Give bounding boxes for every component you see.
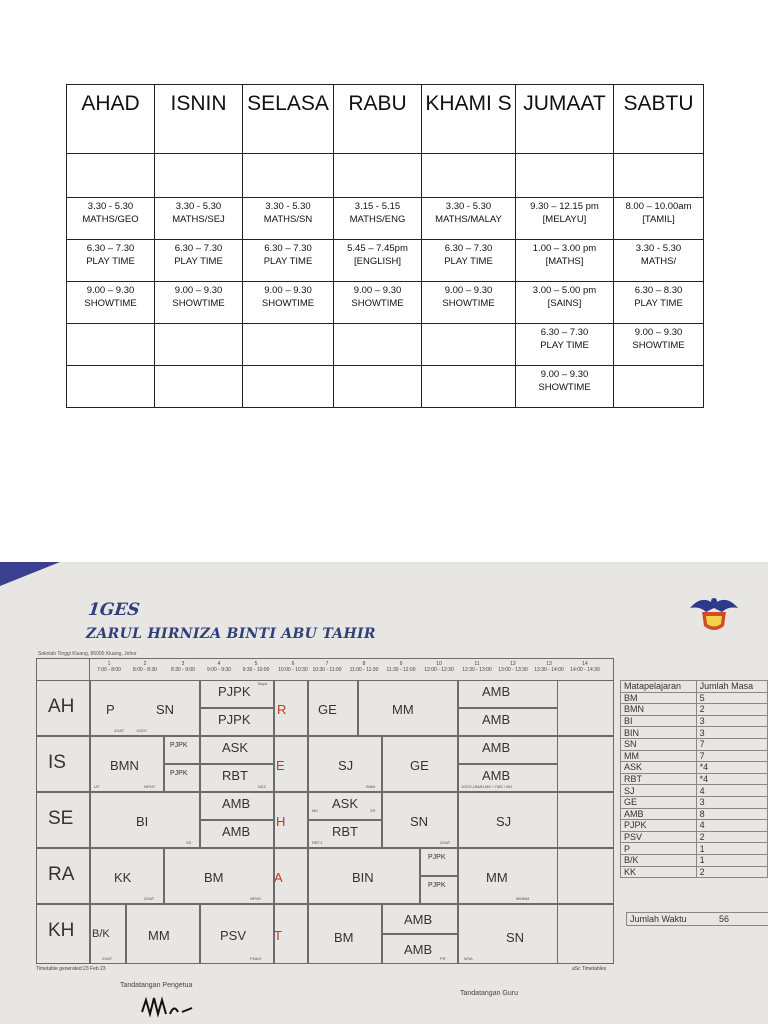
day-column [36, 658, 90, 964]
teacher-code: ZHAT [114, 728, 125, 733]
schedule-cell: 9.00 – 9.30 SHOWTIME [243, 282, 334, 324]
subject-label: ASK [332, 796, 359, 811]
teacher-code: MSA [464, 956, 473, 961]
timetable-photo [0, 562, 768, 1024]
period-header: 13 13:30 - 14:00 [534, 661, 564, 673]
day-label: KH [48, 920, 75, 941]
subject-label: AMB [482, 712, 511, 727]
school-address: Sekolah Tinggi Kluang, 86000 Kluang, Johor [38, 651, 137, 657]
period-header: 3 8:30 - 9:00 [171, 661, 195, 673]
subject-label: SJ [496, 814, 512, 829]
schedule-cell: 9.00 – 9.30 SHOWTIME [67, 282, 155, 324]
schedule-cell: 6.30 – 7.30 PLAY TIME [422, 240, 516, 282]
teacher-code: NFMY [250, 896, 262, 901]
subject-label: KK [114, 870, 132, 885]
period-header: 9 11:30 - 12:00 [386, 661, 416, 673]
legend-cell: BM [621, 692, 697, 704]
teacher-code: ZHAT [440, 840, 451, 845]
schedule-cell [243, 366, 334, 408]
generated-date: Timetable generated:23 Feb 23 [36, 966, 106, 972]
legend-row [621, 831, 768, 843]
legend-row [621, 727, 768, 739]
teacher-code: SS [186, 840, 192, 845]
legend-cell: BI [621, 715, 697, 727]
subject-label: AMB [404, 912, 433, 927]
legend-cell: B/K [621, 854, 697, 866]
teacher-code: NFMY [144, 784, 156, 789]
subject-label: AMB [482, 740, 511, 755]
schedule-cell: 3.30 - 5.30 MATHS/GEO [67, 198, 155, 240]
schedule-cell [614, 366, 704, 408]
subject-label: PJPK [428, 882, 446, 889]
teacher-code: MMMM [516, 896, 530, 901]
subject-label: T [274, 928, 282, 943]
subject-label: PSV [220, 928, 247, 943]
day-header: SABTU [614, 85, 704, 154]
subject-label: PJPK [218, 712, 251, 727]
teacher-code: NZZ [258, 784, 266, 789]
subject-label: MM [148, 928, 170, 943]
period-header: 5 9:30 - 10:00 [242, 661, 270, 673]
teacher-code: Baya [258, 681, 268, 686]
legend-cell: P [621, 843, 697, 855]
subject-hours-legend [620, 680, 768, 878]
schedule-cell: 6.30 – 7.30 PLAY TIME [243, 240, 334, 282]
period-header: 7 10:30 - 11:00 [312, 661, 342, 673]
legend-cell: KK [621, 866, 697, 878]
schedule-cell [334, 366, 422, 408]
legend-row [621, 750, 768, 762]
subject-label: E [276, 758, 285, 773]
subject-label: RBT [222, 768, 248, 783]
subject-label: GE [410, 758, 429, 773]
empty-row [67, 154, 704, 198]
signature-scribble [140, 994, 194, 1018]
schedule-cell: 6.30 – 8.30 PLAY TIME [614, 282, 704, 324]
teacher-code: WAN [366, 784, 376, 789]
legend-row [621, 704, 768, 716]
period-header: 8 11:00 - 11:30 [349, 661, 379, 673]
day-header: SELASA [243, 85, 334, 154]
schedule-cell [155, 366, 243, 408]
class-timetable-grid [36, 658, 614, 964]
teacher-code: LR [94, 784, 100, 789]
teacher-code: MK [312, 808, 318, 813]
subject-label: AMB [222, 796, 251, 811]
weekly-schedule-table [66, 84, 704, 408]
day-header: JUMAAT [516, 85, 614, 154]
legend-row [621, 808, 768, 820]
legend-cell: AMB [621, 808, 697, 820]
subject-label: H [276, 814, 286, 829]
teacher-code: ZHAT [144, 896, 155, 901]
teacher-code: RBT1 [312, 840, 323, 845]
subject-label: PJPK [428, 854, 446, 861]
day-header-row [67, 85, 704, 154]
period-header: 10 12:00 - 12:30 [424, 661, 454, 673]
legend-cell: 3 [696, 796, 767, 808]
schedule-cell: 6.30 – 7.30 PLAY TIME [155, 240, 243, 282]
legend-row [621, 785, 768, 797]
teacher-code: ZHAT [102, 956, 113, 961]
legend-cell: ASK [621, 762, 697, 774]
schedule-cell: 9.00 – 9.30 SHOWTIME [422, 282, 516, 324]
subject-label: AMB [404, 942, 433, 957]
legend-cell: 5 [696, 692, 767, 704]
schedule-cell: 8.00 – 10.00am [TAMIL] [614, 198, 704, 240]
total-periods [626, 912, 768, 926]
schedule-cell [422, 366, 516, 408]
subject-label: MM [486, 870, 508, 885]
subject-label: GE [318, 702, 337, 717]
legend-cell: *4 [696, 773, 767, 785]
schedule-cell [67, 324, 155, 366]
subject-label: SJ [338, 758, 354, 773]
schedule-cell: 3.00 – 5.00 pm [SAINS] [516, 282, 614, 324]
legend-cell: MM [621, 750, 697, 762]
legend-cell: *4 [696, 762, 767, 774]
period-header: 1 7:00 - 8:00 [97, 661, 121, 673]
subject-label: AMB [482, 768, 511, 783]
teacher-code: FMAH [250, 956, 262, 961]
schedule-cell: 3.30 - 5.30 MATHS/SN [243, 198, 334, 240]
schedule-row [67, 366, 704, 408]
schedule-row [67, 324, 704, 366]
subject-label: A [274, 870, 283, 885]
day-header: AHAD [67, 85, 155, 154]
total-value: 56 [719, 914, 730, 924]
cell [458, 848, 558, 904]
legend-cell: PJPK [621, 820, 697, 832]
schedule-cell: 3.15 - 5.15 MATHS/ENG [334, 198, 422, 240]
subject-label: BI [136, 814, 149, 829]
legend-cell: 2 [696, 866, 767, 878]
teacher-code: 1GES [136, 728, 147, 733]
legend-cell: 4 [696, 820, 767, 832]
schedule-cell: 9.00 – 9.30 SHOWTIME [614, 324, 704, 366]
schedule-cell: 1.00 – 3.00 pm [MATHS] [516, 240, 614, 282]
subject-label: MM [392, 702, 414, 717]
subject-label: BMN [110, 758, 139, 773]
day-label: AH [48, 696, 75, 717]
schedule-cell: 3.30 - 5.30 MATHS/MALAY [422, 198, 516, 240]
schedule-row [67, 198, 704, 240]
teacher-name: ZARUL HIRNIZA BINTI ABU TAHIR [86, 626, 376, 642]
subject-label: AMB [482, 684, 511, 699]
legend-cell: 3 [696, 727, 767, 739]
period-header: 12 13:00 - 13:30 [498, 661, 528, 673]
legend-cell: PSV [621, 831, 697, 843]
legend-cell: 8 [696, 808, 767, 820]
schedule-cell: 6.30 – 7.30 PLAY TIME [516, 324, 614, 366]
period-header: 4 9:00 - 9:30 [207, 661, 231, 673]
cell [420, 876, 458, 904]
day-label: IS [48, 752, 66, 773]
schedule-cell: 3.30 - 5.30 MATHS/ [614, 240, 704, 282]
principal-signature-label: Tandatangan Pengetua [120, 982, 193, 989]
subject-label: SN [506, 930, 525, 945]
legend-cell: 3 [696, 715, 767, 727]
subject-label: SN [410, 814, 429, 829]
day-header: ISNIN [155, 85, 243, 154]
legend-row [621, 866, 768, 878]
legend-cell: BMN [621, 704, 697, 716]
legend-header-cell: Jumlah Masa [696, 681, 767, 693]
teacher-code: PR [440, 956, 446, 961]
legend-row [621, 854, 768, 866]
schedule-cell [155, 324, 243, 366]
class-name: 1GES [86, 600, 141, 620]
legend-cell: 1 [696, 843, 767, 855]
subject-label: BM [334, 930, 354, 945]
legend-row [621, 762, 768, 774]
subject-label: B/K [92, 928, 110, 940]
subject-label: PJPK [170, 770, 188, 777]
legend-row [621, 820, 768, 832]
subject-label: P [106, 702, 115, 717]
subject-label: BM [204, 870, 224, 885]
schedule-cell: 6.30 – 7.30 PLAY TIME [67, 240, 155, 282]
day-header: KHAMI S [422, 85, 516, 154]
cell [164, 764, 200, 792]
period-header: 14 14:00 - 14:30 [570, 661, 600, 673]
legend-cell: 7 [696, 750, 767, 762]
legend-row [621, 692, 768, 704]
legend-cell: 2 [696, 831, 767, 843]
subject-label: ASK [222, 740, 249, 755]
legend-cell: 2 [696, 704, 767, 716]
day-header: RABU [334, 85, 422, 154]
legend-row [621, 738, 768, 750]
day-label: RA [48, 864, 75, 885]
period-header: 6 10:00 - 10:30 [278, 661, 308, 673]
teacher-code: ZR [370, 808, 376, 813]
legend-cell: 7 [696, 738, 767, 750]
schedule-cell: 9.00 – 9.30 SHOWTIME [334, 282, 422, 324]
subject-label: PJPK [170, 742, 188, 749]
schedule-cell [422, 324, 516, 366]
legend-row [621, 843, 768, 855]
corner-decoration [0, 562, 60, 592]
subject-label: RBT [332, 824, 358, 839]
legend-cell: GE [621, 796, 697, 808]
schedule-row [67, 240, 704, 282]
subject-label: PJPK [218, 684, 251, 699]
school-crest-icon [688, 590, 740, 636]
period-header: 2 8:00 - 8:30 [133, 661, 157, 673]
schedule-cell: 9.00 – 9.30 SHOWTIME [516, 366, 614, 408]
teacher-signature-label: Tandatangan Guru [460, 990, 518, 997]
legend-cell: BIN [621, 727, 697, 739]
legend-row [621, 773, 768, 785]
period-header: 11 12:30 - 13:00 [462, 661, 492, 673]
legend-header-cell: Matapelajaran [621, 681, 697, 693]
cell [420, 848, 458, 876]
legend-cell: RBT [621, 773, 697, 785]
schedule-cell: 5.45 – 7.45pm [ENGLISH] [334, 240, 422, 282]
teacher-code: 1GES,1BMN,MK / YMS / NH [461, 784, 513, 789]
legend-row [621, 796, 768, 808]
subject-label: R [277, 702, 287, 717]
schedule-cell [334, 324, 422, 366]
schedule-cell: 9.30 – 12.15 pm [MELAYU] [516, 198, 614, 240]
legend-cell: SJ [621, 785, 697, 797]
legend-cell: 4 [696, 785, 767, 797]
schedule-row [67, 282, 704, 324]
asc-credit: aSc Timetables [572, 966, 607, 972]
schedule-cell [67, 366, 155, 408]
schedule-cell [243, 324, 334, 366]
legend-row [621, 715, 768, 727]
cell [164, 736, 200, 764]
legend-cell: SN [621, 738, 697, 750]
subject-label: AMB [222, 824, 251, 839]
schedule-cell: 9.00 – 9.30 SHOWTIME [155, 282, 243, 324]
legend-cell: 1 [696, 854, 767, 866]
subject-label: BIN [352, 870, 374, 885]
schedule-cell: 3.30 - 5.30 MATHS/SEJ [155, 198, 243, 240]
subject-label: SN [156, 702, 175, 717]
legend-header [621, 681, 768, 693]
day-label: SE [48, 808, 74, 829]
total-label: Jumlah Waktu [630, 914, 687, 924]
